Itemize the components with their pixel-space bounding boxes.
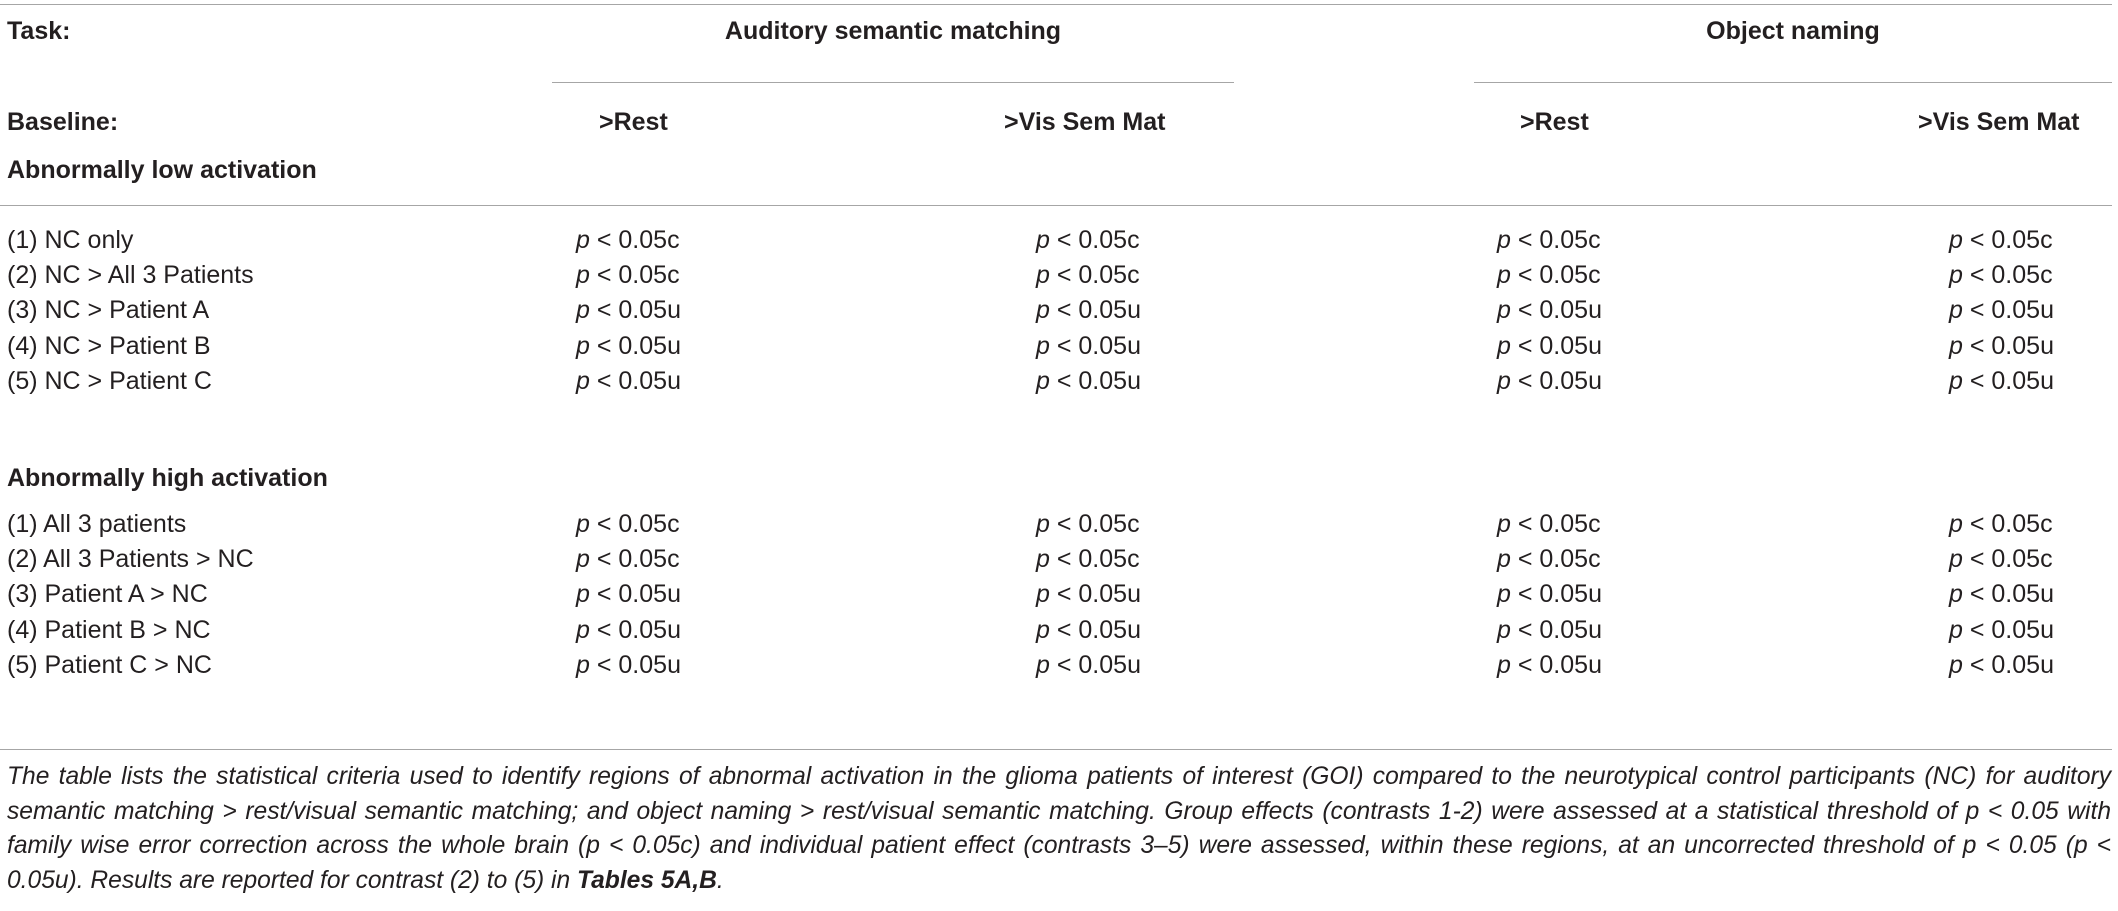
row-label: (2) All 3 Patients > NC [7,545,254,574]
p-symbol: p [1036,650,1050,679]
row-label: (5) Patient C > NC [7,650,212,679]
row-label: (2) NC > All 3 Patients [7,261,254,290]
threshold-cell [1036,650,1141,680]
less-than-operator: < [1049,331,1079,360]
group-header-auditory: Auditory semantic matching [724,17,1062,45]
section-title: Abnormally high activation [7,464,328,492]
footnote-end: . [716,866,724,894]
p-symbol: p [1949,580,1963,609]
threshold-value: 0.05c [1991,510,2053,538]
p-symbol: p [1036,615,1050,644]
threshold-cell [1949,366,2054,396]
less-than-operator: < [1510,261,1540,290]
threshold-value: 0.05c [1539,545,1601,574]
col-header-vis-2: >Vis Sem Mat [1918,108,2080,136]
threshold-cell [576,366,681,396]
threshold-cell [576,650,681,680]
p-symbol: p [1949,296,1963,325]
p-symbol: p [1497,366,1511,395]
row-label: (4) NC > Patient B [7,331,211,360]
p-symbol: p [1949,366,1963,395]
threshold-value: 0.05u [1991,580,2054,609]
less-than-operator: < [1049,545,1079,574]
threshold-value: 0.05c [1539,226,1601,254]
threshold-cell [576,579,681,609]
p-symbol: p [576,296,590,325]
p-symbol: p [1497,545,1511,574]
p-symbol: p [576,510,590,538]
threshold-value: 0.05u [1539,615,1602,644]
threshold-value: 0.05u [1991,331,2054,360]
table-row [0,509,2118,539]
p-symbol: p [576,580,590,609]
p-symbol: p [1949,650,1963,679]
p-symbol: p [1036,261,1050,290]
p-symbol: p [576,366,590,395]
p-symbol: p [1497,615,1511,644]
p-symbol: p [576,545,590,574]
p-symbol: p [1497,296,1511,325]
threshold-cell [1036,295,1141,325]
p-symbol: p [1949,510,1963,538]
less-than-operator: < [1510,226,1540,254]
less-than-operator: < [589,545,619,574]
table-footnote [7,760,2111,898]
table-row [0,225,2118,255]
p-symbol: p [1949,331,1963,360]
threshold-cell [1949,509,2053,539]
threshold-cell [1497,544,1601,574]
less-than-operator: < [589,615,619,644]
threshold-value: 0.05u [618,650,681,679]
threshold-cell [1497,260,1601,290]
p-symbol: p [1036,366,1050,395]
threshold-cell [1497,295,1602,325]
threshold-cell [1036,366,1141,396]
table-row [0,260,2118,290]
p-symbol: p [1036,296,1050,325]
p-symbol: p [576,615,590,644]
threshold-value: 0.05u [1539,331,1602,360]
threshold-value: 0.05c [1078,261,1140,290]
threshold-value: 0.05u [618,331,681,360]
group-header-object-naming: Object naming [1706,17,1880,45]
row-label: (1) All 3 patients [7,510,187,538]
less-than-operator: < [1962,366,1992,395]
col-header-vis-1: >Vis Sem Mat [1004,108,1166,136]
p-symbol: p [576,331,590,360]
threshold-cell [1497,225,1601,255]
threshold-cell [576,225,680,255]
less-than-operator: < [1510,510,1540,538]
threshold-value: 0.05c [1078,226,1140,254]
less-than-operator: < [1049,261,1079,290]
threshold-cell [576,295,681,325]
threshold-value: 0.05u [1991,296,2054,325]
threshold-value: 0.05u [1539,650,1602,679]
less-than-operator: < [1962,331,1992,360]
threshold-cell [1497,366,1602,396]
threshold-cell [1036,509,1140,539]
less-than-operator: < [1510,650,1540,679]
threshold-value: 0.05u [618,580,681,609]
task-header-label: Task: [7,17,71,45]
less-than-operator: < [589,366,619,395]
threshold-value: 0.05c [618,261,680,290]
threshold-value: 0.05u [1078,296,1141,325]
threshold-value: 0.05u [1078,615,1141,644]
p-symbol: p [576,261,590,290]
threshold-value: 0.05u [618,296,681,325]
threshold-cell [1949,260,2053,290]
table-row [0,295,2118,325]
less-than-operator: < [1962,226,1992,254]
section-title: Abnormally low activation [7,156,317,184]
threshold-value: 0.05u [1539,296,1602,325]
table-row [0,579,2118,609]
threshold-cell [1497,615,1602,645]
p-symbol: p [1036,226,1050,254]
table-top-rule [0,4,2112,5]
threshold-cell [576,260,680,290]
p-symbol: p [1497,650,1511,679]
threshold-cell [1036,225,1140,255]
footnote-text: The table lists the statistical criteria used to identify regions of abnormal activation in the glioma patients of interest (GOI) compared to the neurotypical control participants (NC) for auditory semantic matching > rest/visual semantic matching; and object naming > rest/visual semantic matching. Group effects (contrasts 1-2) were assessed at a statistical threshold of p < 0.05 with family wise error correction across the whole brain (p < 0.05c) and individual patient effect (contrasts 3–5) were assessed, within these regions, at an uncorrected threshold of p < 0.05 (p < 0.05u). Results are reported for contrast (2) to (5) in [7,763,2111,894]
threshold-value: 0.05c [1078,510,1140,538]
threshold-cell [1036,331,1141,361]
threshold-cell [1949,295,2054,325]
less-than-operator: < [589,226,619,254]
table-row [0,366,2118,396]
p-symbol: p [1036,580,1050,609]
threshold-cell [1036,260,1140,290]
threshold-cell [1949,225,2053,255]
threshold-cell [1949,579,2054,609]
less-than-operator: < [1510,615,1540,644]
threshold-cell [1949,544,2053,574]
threshold-cell [1036,544,1140,574]
threshold-value: 0.05c [618,510,680,538]
p-symbol: p [1497,331,1511,360]
threshold-cell [1949,615,2054,645]
threshold-value: 0.05c [1539,510,1601,538]
less-than-operator: < [1049,650,1079,679]
threshold-cell [1497,331,1602,361]
p-symbol: p [1949,615,1963,644]
less-than-operator: < [589,650,619,679]
group-underline-object-naming [1474,82,2112,83]
threshold-value: 0.05c [1539,261,1601,290]
threshold-value: 0.05c [1078,545,1140,574]
p-symbol: p [1036,545,1050,574]
less-than-operator: < [1049,615,1079,644]
threshold-cell [1497,579,1602,609]
p-symbol: p [1036,510,1050,538]
threshold-cell [576,509,680,539]
threshold-value: 0.05u [1078,331,1141,360]
less-than-operator: < [1049,226,1079,254]
p-symbol: p [1497,226,1511,254]
less-than-operator: < [1510,366,1540,395]
p-symbol: p [1036,331,1050,360]
threshold-value: 0.05u [1539,366,1602,395]
p-symbol: p [576,650,590,679]
threshold-cell [1497,650,1602,680]
threshold-value: 0.05u [1991,615,2054,644]
less-than-operator: < [1962,510,1992,538]
less-than-operator: < [1962,615,1992,644]
baseline-header-label: Baseline: [7,108,119,136]
less-than-operator: < [1510,580,1540,609]
threshold-value: 0.05c [618,226,680,254]
threshold-value: 0.05c [1991,261,2053,290]
less-than-operator: < [1962,261,1992,290]
threshold-value: 0.05u [1991,366,2054,395]
p-symbol: p [1949,226,1963,254]
threshold-cell [576,615,681,645]
threshold-cell [1949,331,2054,361]
table-row [0,650,2118,680]
less-than-operator: < [1510,296,1540,325]
table-row [0,544,2118,574]
p-symbol: p [1949,545,1963,574]
col-header-rest-2: >Rest [1520,108,1589,136]
p-symbol: p [576,226,590,254]
less-than-operator: < [589,510,619,538]
less-than-operator: < [589,261,619,290]
threshold-cell [1036,579,1141,609]
p-symbol: p [1497,261,1511,290]
less-than-operator: < [1962,580,1992,609]
less-than-operator: < [1049,510,1079,538]
table-row [0,331,2118,361]
row-label: (3) NC > Patient A [7,296,210,325]
less-than-operator: < [589,296,619,325]
threshold-cell [1036,615,1141,645]
threshold-value: 0.05u [1078,366,1141,395]
less-than-operator: < [1049,580,1079,609]
p-symbol: p [1949,261,1963,290]
threshold-value: 0.05c [1991,545,2053,574]
threshold-cell [1949,650,2054,680]
less-than-operator: < [1510,331,1540,360]
header-bottom-rule [0,205,2112,206]
threshold-value: 0.05u [1078,650,1141,679]
threshold-cell [1497,509,1601,539]
row-label: (1) NC only [7,226,134,254]
threshold-value: 0.05u [1078,580,1141,609]
threshold-value: 0.05c [618,545,680,574]
threshold-value: 0.05u [1539,580,1602,609]
threshold-value: 0.05c [1991,226,2053,254]
less-than-operator: < [589,331,619,360]
threshold-value: 0.05u [618,615,681,644]
less-than-operator: < [589,580,619,609]
group-underline-auditory [552,82,1234,83]
less-than-operator: < [1049,366,1079,395]
less-than-operator: < [1510,545,1540,574]
row-label: (3) Patient A > NC [7,580,208,609]
threshold-cell [576,331,681,361]
less-than-operator: < [1962,545,1992,574]
p-symbol: p [1497,510,1511,538]
p-symbol: p [1497,580,1511,609]
threshold-cell [576,544,680,574]
row-label: (4) Patient B > NC [7,615,211,644]
less-than-operator: < [1962,650,1992,679]
less-than-operator: < [1049,296,1079,325]
less-than-operator: < [1962,296,1992,325]
threshold-value: 0.05u [618,366,681,395]
table-bottom-rule [0,749,2112,750]
col-header-rest-1: >Rest [599,108,668,136]
row-label: (5) NC > Patient C [7,366,212,395]
table-row [0,615,2118,645]
threshold-value: 0.05u [1991,650,2054,679]
footnote-table-ref[interactable]: Tables 5A,B [577,866,717,894]
